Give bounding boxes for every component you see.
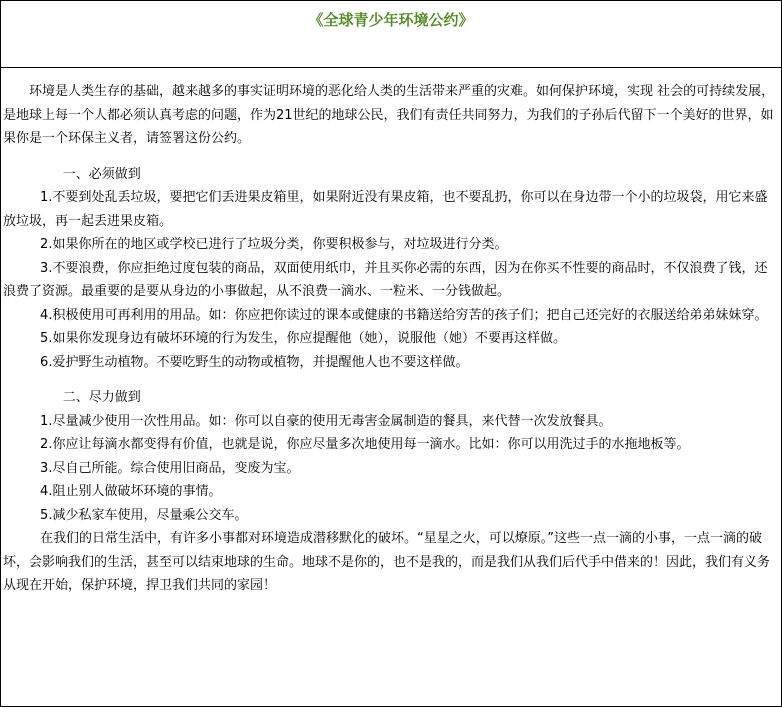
try-item-5: 5.减少私家车使用，尽量乘公交车。 (40, 507, 248, 523)
title-bar (1, 1, 781, 68)
closing-paragraph: 在我们的日常生活中，有许多小事都对环境造成潜移默化的破坏。“星星之火，可以燎原。”这些一点一滴的小事，一点一滴的破坏，会影响我们的生活，甚至可以结束地球的生命。地球不是你的，也不是我的，而是我们从我们后代手中借来的！因此，我们有义务从现在开始，保护环境，捍卫我们共同的家园！ (3, 531, 771, 593)
try-item-3: 3.尽自己所能。综合使用旧商品，变废为宝。 (40, 460, 300, 476)
section-heading-must: 一、必须做到 (62, 166, 141, 182)
try-item-2: 2.你应让每滴水都变得有价值，也就是说，你应尽量多次地使用每一滴水。比如：你可以用洗过手的水拖地板等。 (40, 437, 690, 452)
intro-paragraph: 环境是人类生存的基础，越来越多的事实证明环境的恶化给人类的生活带来严重的灾难。如何保护环境，实现 社会的可持续发展，是地球上每一个人都必须认真考虑的问题，作为21世纪的地球公民，我们有责任共同努力，为我们的子孙后代留下一个美好的世界，如果你是一个环保主义者，请签署这份公约。 (3, 84, 775, 146)
page-title: 《全球青少年环境公约》 (308, 10, 474, 29)
try-item-4: 4.阻止别人做破坏环境的事情。 (40, 484, 222, 499)
must-item-2: 2.如果你所在的地区或学校已进行了垃圾分类，你要积极参与，对垃圾进行分类。 (40, 237, 508, 252)
must-item-5: 5.如果你发现身边有破坏环境的行为发生，你应提醒他（她），说服他（她）不要再这样做。 (40, 331, 566, 346)
must-item-6: 6.爱护野生动植物。不要吃野生的动物或植物，并提醒他人也不要这样做。 (40, 354, 469, 370)
must-item-4: 4.积极使用可再利用的用品。如：你应把你读过的课本或健康的书籍送给穷苦的孩子们；把自己还完好的衣服送给弟弟妹妹穿。 (40, 307, 768, 323)
document-body (3, 80, 779, 598)
must-item-1: 1.不要到处乱丢垃圾，要把它们丢进果皮箱里，如果附近没有果皮箱，也不要乱扔，你可以在身边带一个小的垃圾袋，用它来盛放垃圾，再一起丢进果皮箱。 (3, 190, 768, 229)
must-item-3: 3.不要浪费，你应拒绝过度包装的商品，双面使用纸巾，并且买你必需的东西，因为在你买不性要的商品时，不仅浪费了钱，还浪费了资源。最重要的是要从身边的小事做起，从不浪费一滴水、一粒米、一分钱做起。 (3, 260, 768, 299)
section-heading-try: 二、尽力做到 (62, 390, 141, 405)
try-item-1: 1.尽量减少使用一次性用品。如：你可以自豪的使用无毒害金属制造的餐具，来代替一次发放餐具。 (40, 413, 612, 429)
